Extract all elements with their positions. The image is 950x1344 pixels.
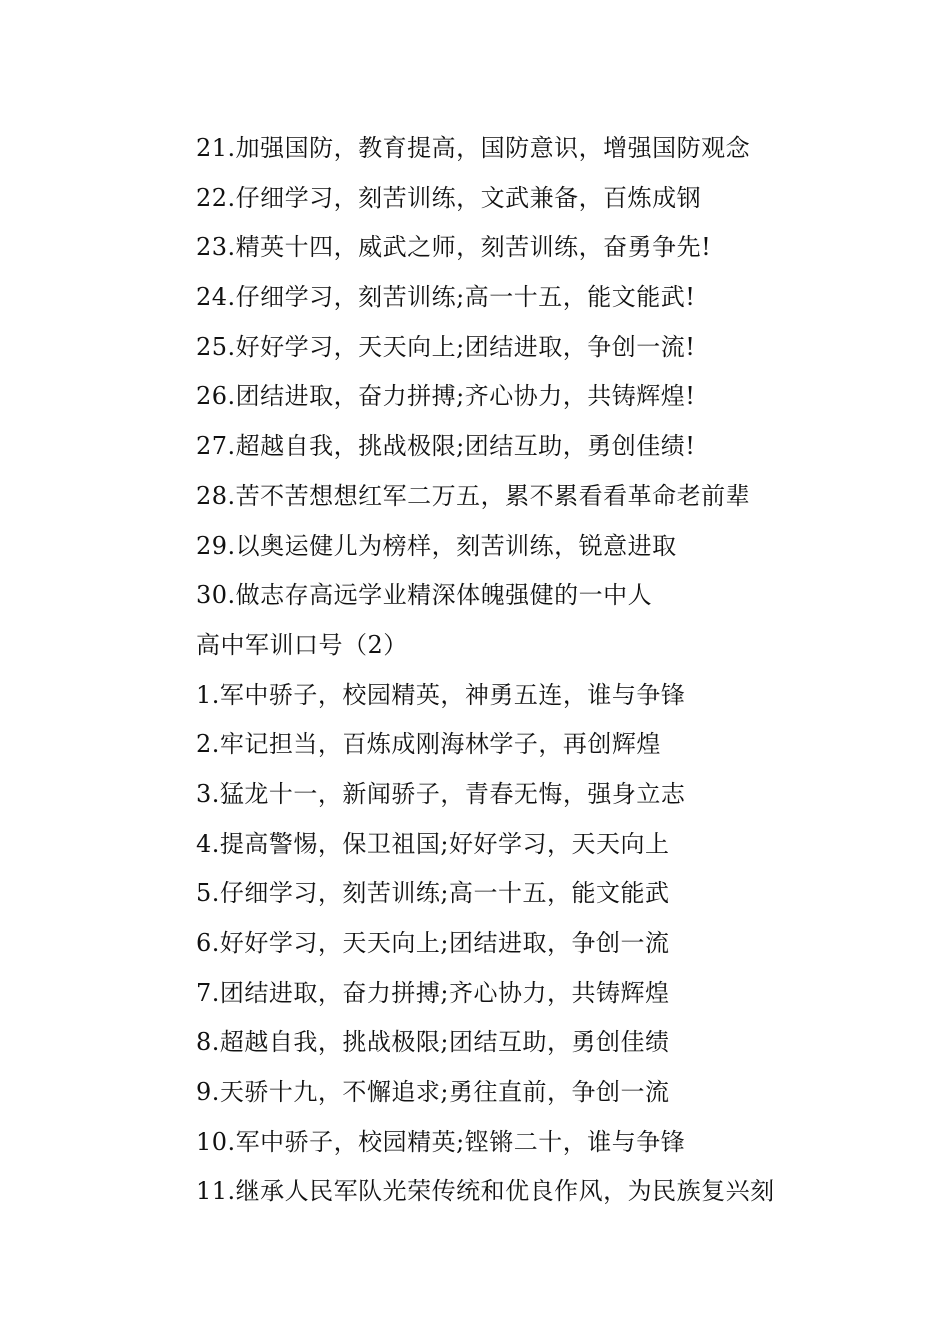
text-line-24: 24.仔细学习，刻苦训练;高一十五，能文能武!	[196, 283, 696, 312]
text-line-8: 8.超越自我，挑战极限;团结互助，勇创佳绩	[196, 1028, 670, 1057]
text-line-26: 26.团结进取，奋力拼搏;齐心协力，共铸辉煌!	[196, 382, 696, 411]
text-line-23: 23.精英十四，威武之师，刻苦训练，奋勇争先!	[196, 233, 712, 262]
text-line-1: 1.军中骄子，校园精英，神勇五连，谁与争锋	[196, 680, 686, 709]
text-line-22: 22.仔细学习，刻苦训练，文武兼备，百炼成钢	[196, 183, 702, 212]
text-line-21: 21.加强国防，教育提高，国防意识，增强国防观念	[196, 134, 751, 162]
document-body	[196, 124, 916, 1217]
text-line-30: 30.做志存高远学业精深体魄强健的一中人	[196, 581, 653, 610]
text-line-10: 10.军中骄子，校园精英;铿锵二十，谁与争锋	[196, 1127, 686, 1156]
text-line-11: 11.继承人民军队光荣传统和优良作风，为民族复兴刻	[196, 1177, 775, 1206]
text-line-2: 2.牢记担当，百炼成刚海林学子，再创辉煌	[196, 730, 661, 759]
text-line-27: 27.超越自我，挑战极限;团结互助，勇创佳绩!	[196, 432, 696, 461]
text-line-4: 4.提高警惕，保卫祖国;好好学习，天天向上	[196, 829, 670, 858]
text-line-7: 7.团结进取，奋力拼搏;齐心协力，共铸辉煌	[196, 978, 670, 1007]
text-line-28: 28.苦不苦想想红军二万五，累不累看看革命老前辈	[196, 481, 751, 510]
text-line-29: 29.以奥运健儿为榜样，刻苦训练，锐意进取	[196, 531, 677, 560]
section-heading: 高中军训口号（2）	[196, 630, 408, 659]
text-line-9: 9.天骄十九，不懈追求;勇往直前，争创一流	[196, 1078, 670, 1107]
text-line-5: 5.仔细学习，刻苦训练;高一十五，能文能武	[196, 879, 670, 908]
text-line-3: 3.猛龙十一，新闻骄子，青春无悔，强身立志	[196, 779, 686, 808]
text-line-25: 25.好好学习，天天向上;团结进取，争创一流!	[196, 332, 696, 361]
text-line-6: 6.好好学习，天天向上;团结进取，争创一流	[196, 929, 670, 957]
